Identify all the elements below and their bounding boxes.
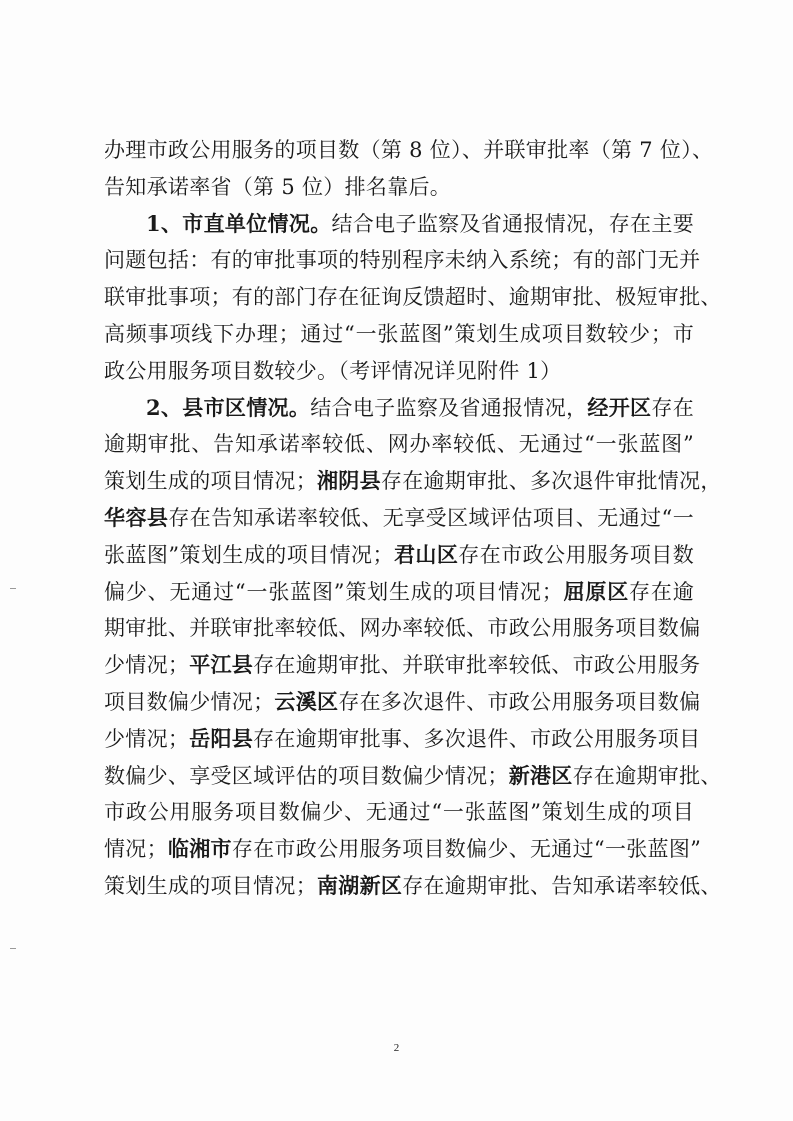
text-segment: 存在逾期审批事、多次退件、市政公用服务项目	[253, 726, 701, 751]
text-segment: 市政公用服务项目数偏少、无通过“一张蓝图”策划生成的项目	[104, 800, 694, 825]
text-segment: 张蓝图”策划生成的项目情况；	[104, 542, 394, 567]
text-line	[104, 316, 694, 353]
text-line	[104, 610, 701, 647]
scan-mark	[10, 588, 16, 589]
text-segment: 逾期审批、告知承诺率较低、网办率较低、无通过“一张蓝图”	[104, 432, 694, 457]
bold-term: 岳阳县	[189, 725, 254, 751]
page-number: 2	[393, 1042, 400, 1054]
text-segment: 政公用服务项目数较少。（考评情况详见附件 1）	[104, 358, 562, 383]
text-segment: 问题包括：有的审批事项的特别程序未纳入系统；有的部门无并	[104, 248, 701, 273]
bold-term: 经开区	[587, 394, 652, 420]
bold-term: 君山区	[393, 541, 459, 567]
text-line	[104, 279, 722, 316]
text-line	[104, 574, 694, 611]
text-segment: 存在市政公用服务项目数	[458, 542, 695, 567]
text-segment: 少情况；	[104, 653, 190, 678]
text-segment: 办理市政公用服务的项目数（第 8 位）、并联审批率（第 7 位）、	[104, 138, 714, 162]
bold-term: 湘阴县	[317, 468, 381, 494]
text-segment: 期审批、并联审批率较低、网办率较低、市政公用服务项目数偏	[104, 616, 701, 641]
text-line	[104, 353, 694, 390]
text-segment: 高频事项线下办理；通过“一张蓝图”策划生成项目数较少；市	[104, 321, 694, 346]
text-segment: 数偏少、享受区域评估的项目数偏少情况；	[104, 763, 509, 788]
text-line	[104, 794, 694, 831]
text-line	[104, 132, 714, 169]
text-line	[104, 169, 694, 206]
text-segment: 存在逾期审批、并联审批率较低、市政公用服务	[253, 653, 701, 678]
bold-term: 临湘市	[167, 836, 232, 862]
text-segment: 情况；	[104, 837, 168, 862]
text-segment: 存在告知承诺率较低、无享受区域评估项目、无通过“一	[168, 505, 695, 530]
text-segment: 存在	[651, 395, 694, 420]
text-segment: 项目数偏少情况；	[104, 689, 275, 714]
text-segment: 存在逾期审批、多次退件审批情况，	[380, 469, 722, 494]
bold-term: 云溪区	[274, 688, 339, 714]
text-segment: 结合电子监察及省通报情况，	[310, 395, 588, 420]
text-segment: 结合电子监察及省通报情况，存在主要	[331, 211, 694, 236]
text-line	[104, 426, 694, 463]
text-segment: 存在逾	[629, 579, 694, 604]
text-line	[104, 242, 701, 279]
text-line	[104, 390, 694, 427]
text-segment: 存在逾期审批、	[572, 763, 722, 788]
bold-term: 屈原区	[563, 578, 630, 604]
scan-mark	[10, 948, 16, 949]
bold-term: 2、县市区情况。	[146, 394, 311, 420]
bold-term: 华容县	[104, 504, 169, 530]
body-text	[104, 132, 722, 905]
text-segment: 策划生成的项目情况；	[104, 873, 317, 898]
text-segment: 偏少、无通过“一张蓝图”策划生成的项目情况；	[104, 579, 564, 604]
text-segment: 存在逾期审批、告知承诺率较低、	[402, 873, 722, 898]
text-line	[104, 868, 722, 905]
text-segment: 存在多次退件、市政公用服务项目数偏	[338, 689, 701, 714]
text-line	[104, 463, 722, 500]
text-segment: 告知承诺率省（第 5 位）排名靠后。	[104, 174, 452, 199]
text-line	[104, 758, 722, 795]
text-line	[104, 206, 694, 243]
bold-term: 平江县	[189, 652, 254, 678]
text-segment: 少情况；	[104, 726, 190, 751]
text-segment: 联审批事项；有的部门存在征询反馈超时、逾期审批、极短审批、	[104, 285, 722, 310]
bold-term: 南湖新区	[317, 872, 403, 898]
text-line	[104, 721, 701, 758]
text-line	[104, 500, 694, 537]
text-line	[104, 831, 702, 868]
bold-term: 新港区	[508, 762, 573, 788]
text-line	[104, 647, 701, 684]
text-segment: 策划生成的项目情况；	[104, 469, 317, 494]
text-line	[104, 684, 701, 721]
text-segment: 存在市政公用服务项目数偏少、无通过“一张蓝图”	[231, 837, 702, 862]
bold-term: 1、市直单位情况。	[146, 210, 332, 236]
text-line	[104, 537, 694, 574]
